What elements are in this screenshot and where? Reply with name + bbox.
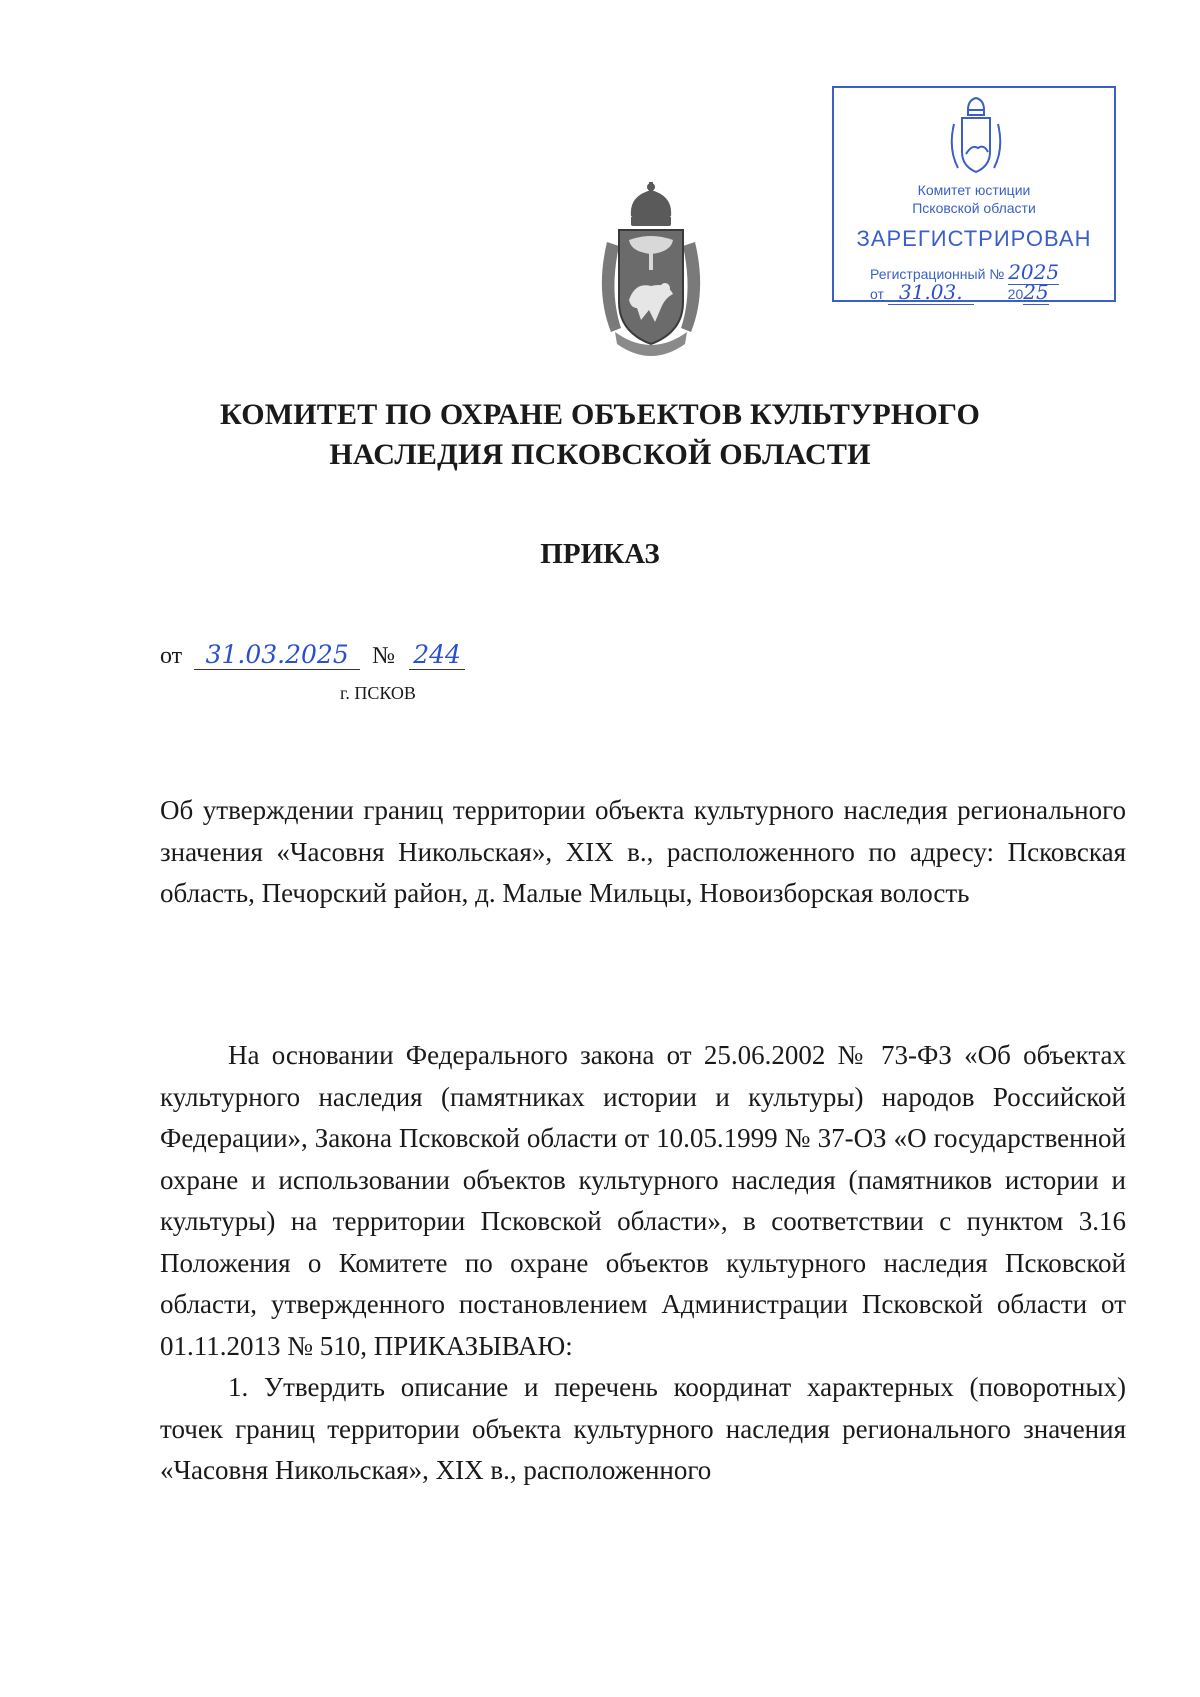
stamp-status: ЗАРЕГИСТРИРОВАН	[856, 226, 1092, 251]
stamp-date: 31.03.	[888, 280, 974, 305]
coat-of-arms-icon	[585, 182, 717, 372]
order-date: 31.03.2025	[194, 640, 360, 670]
order-date-prefix: от	[160, 643, 183, 669]
stamp-year: 25	[1023, 280, 1049, 304]
stamp-date-prefix: от	[870, 286, 884, 302]
order-number: 244	[409, 640, 465, 670]
stamp-year-prefix: 20	[1007, 286, 1024, 302]
org-name-line2: НАСЛЕДИЯ ПСКОВСКОЙ ОБЛАСТИ	[329, 438, 871, 471]
stamp-date-row	[870, 280, 1049, 305]
document-type-title: ПРИКАЗ	[540, 538, 660, 570]
order-city: г. ПСКОВ	[340, 683, 416, 703]
stamp-emblem-icon	[946, 94, 1006, 178]
stamp-reg-label: Регистрационный №	[870, 266, 1005, 282]
order-number-label: №	[372, 643, 396, 669]
org-name-line1: КОМИТЕТ ПО ОХРАНЕ ОБЪЕКТОВ КУЛЬТУРНОГО	[220, 398, 980, 431]
stamp-org-line1: Комитет юстиции	[917, 182, 1031, 198]
order-date-line	[160, 640, 465, 670]
registration-stamp	[832, 86, 1116, 302]
stamp-org-line2: Псковской области	[912, 200, 1036, 216]
order-subject: Об утверждении границ территории объекта культурного наследия регионального значения «Часовня Никольская», XIX в., расположенного по адресу: Псковская область, Печорский район, д. Малые Мильцы, Новоизборская волость	[160, 795, 1126, 908]
item-1-paragraph: 1. Утвердить описание и перечень координат характерных (поворотных) точек границ территории объекта культурного наследия регионального значения «Часовня Никольская», XIX в., расположенного	[160, 1372, 1126, 1485]
order-body	[160, 1035, 1126, 1492]
stamp-reg-number: 2025	[1008, 260, 1060, 284]
preamble-paragraph: На основании Федерального закона от 25.06.2002 № 73-ФЗ «Об объектах культурного наследия (памятниках истории и культуры) народов Российской Федерации», Закона Псковской области от 10.05.1999 № 37-ОЗ «О государственной охране и использовании объектов культурного наследия (памятников истории и культуры) на территории Псковской области», в соответствии с пунктом 3.16 Положения о Комитете по охране объектов культурного наследия Псковской области, утвержденного постановлением Администрации Псковской области от 01.11.2013 № 510, ПРИКАЗЫВАЮ:	[160, 1040, 1126, 1361]
